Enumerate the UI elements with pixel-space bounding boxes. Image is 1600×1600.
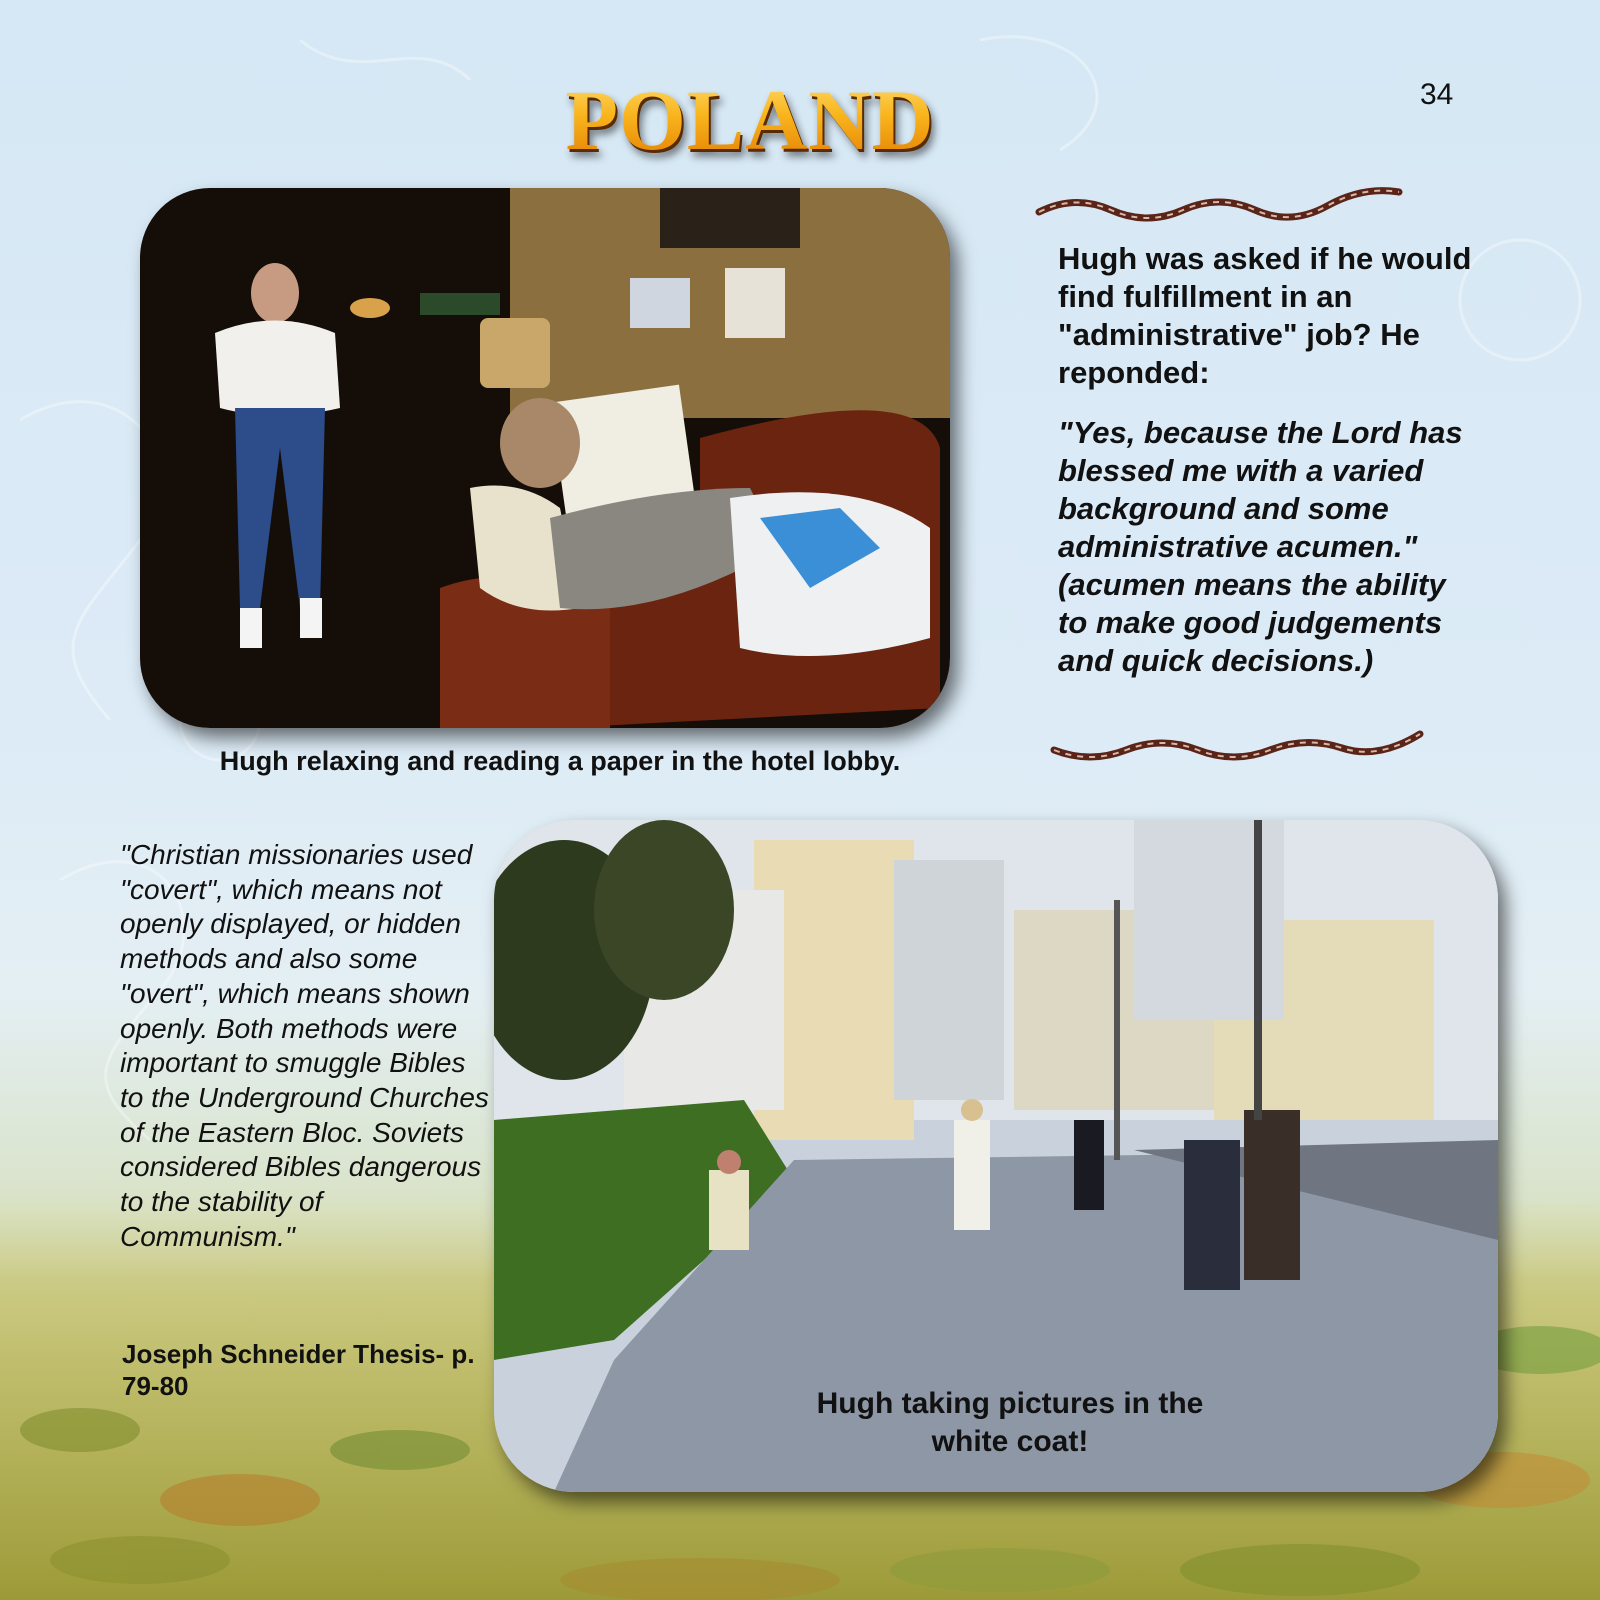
street-caption-line-1: Hugh taking pictures in the [816, 1387, 1204, 1420]
wavy-divider-top [1035, 186, 1415, 226]
quote-source-citation: Joseph Schneider Thesis- p. 79-80 [122, 1339, 475, 1401]
admin-job-question: Hugh was asked if he would find fulfillment in an "administrative" job? He reponded: [1058, 241, 1472, 390]
lobby-photo-caption: Hugh relaxing and reading a paper in the hotel lobby. [219, 746, 901, 776]
street-photo-caption [760, 1385, 1260, 1461]
wavy-divider-bottom [1050, 728, 1430, 768]
missionaries-quote: "Christian missionaries used "covert", which means not openly displayed, or hidden methods and also some "overt", which means shown openly. Both methods were important to smuggle Bibles to the Underground Churches of the Eastern Bloc. Soviets considered Bibles dangerous to the stability of Communism." [120, 839, 489, 1252]
page-number: 34 [1420, 78, 1454, 111]
street-caption-line-2: white coat! [931, 1425, 1089, 1458]
hotel-lobby-photo [140, 188, 950, 728]
admin-job-response-quote: "Yes, because the Lord has blessed me with a varied background and some administrative acumen." (acumen means the ability to make good judgements and quick decisions.) [1058, 415, 1463, 678]
page-title: POLAND [555, 70, 945, 170]
